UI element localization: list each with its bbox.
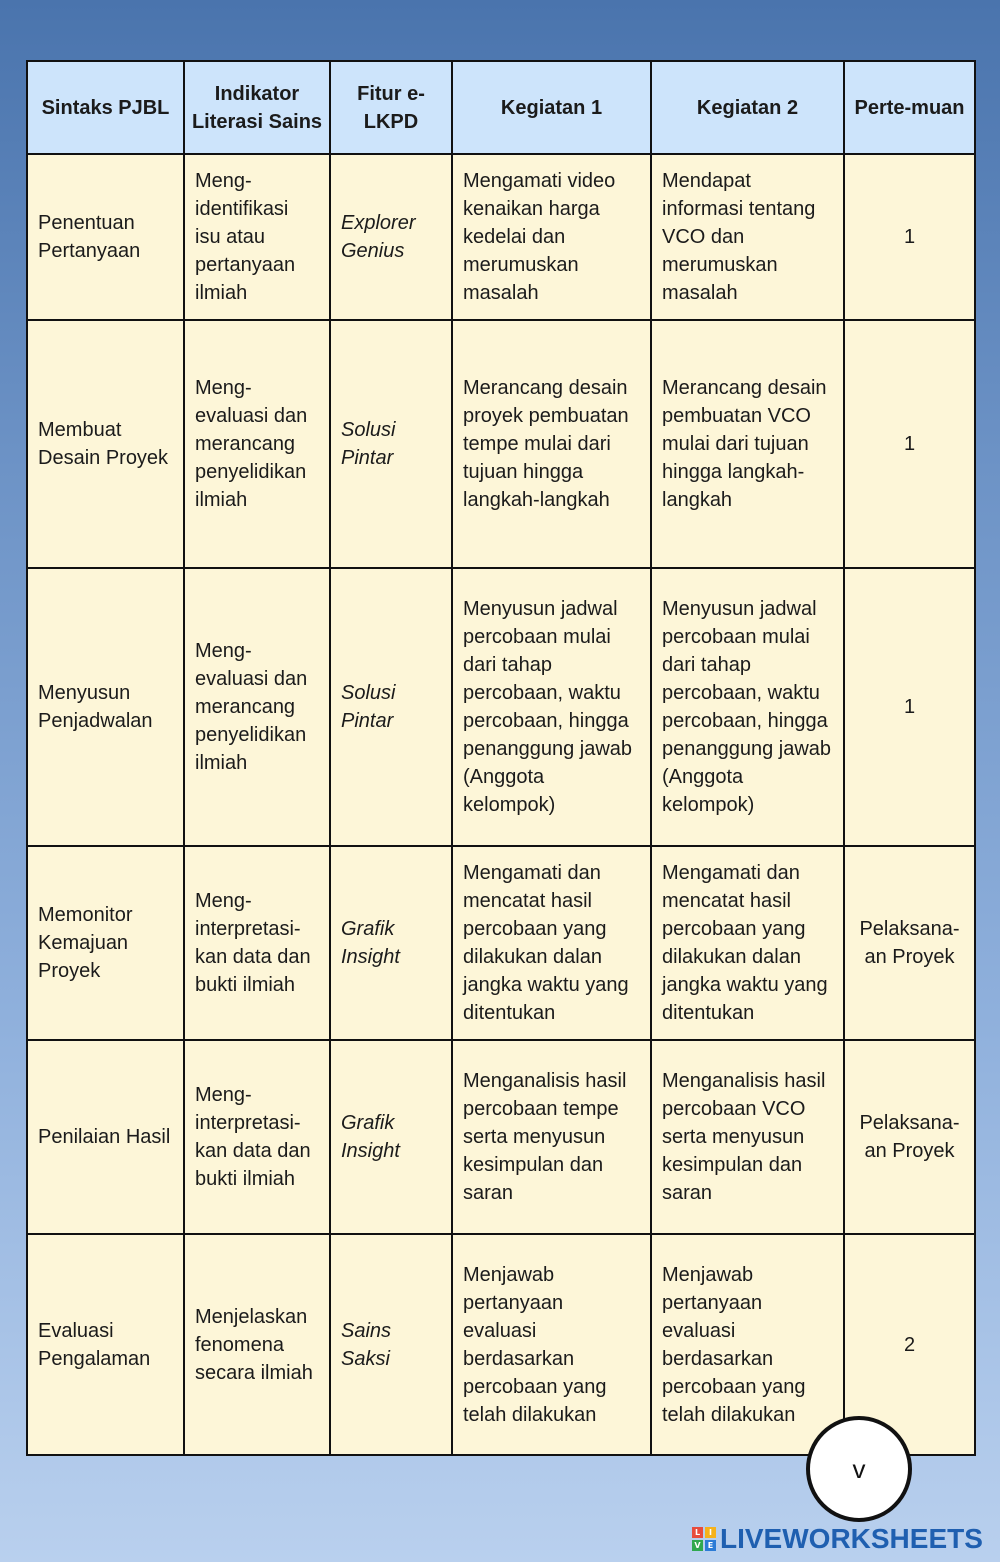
cell-kegiatan-2: Mengamati dan mencatat hasil percobaan yang dilakukan dalan jangka waktu yang ditentukan (651, 846, 844, 1040)
cell-indikator: Meng-interpretasi-kan data dan bukti ilmiah (184, 846, 330, 1040)
header-pertemuan: Perte-muan (844, 61, 975, 154)
cell-kegiatan-2: Merancang desain pembuatan VCO mulai dari tujuan hingga langkah-langkah (651, 320, 844, 568)
cell-sintaks: Penentuan Pertanyaan (27, 154, 184, 320)
table-row (27, 320, 975, 568)
cell-sintaks: Membuat Desain Proyek (27, 320, 184, 568)
header-kegiatan-2: Kegiatan 2 (651, 61, 844, 154)
cell-sintaks: Evaluasi Pengalaman (27, 1234, 184, 1455)
table-row (27, 154, 975, 320)
table-row (27, 846, 975, 1040)
cell-kegiatan-1: Menjawab pertanyaan evaluasi berdasarkan percobaan yang telah dilakukan (452, 1234, 651, 1455)
table-header-row (27, 61, 975, 154)
cell-kegiatan-1: Menyusun jadwal percobaan mulai dari tahap percobaan, waktu percobaan, hingga penanggung jawab (Anggota kelompok) (452, 568, 651, 846)
table-row (27, 1040, 975, 1234)
cell-kegiatan-1: Merancang desain proyek pembuatan tempe mulai dari tujuan hingga langkah-langkah (452, 320, 651, 568)
cell-fitur: Grafik Insight (330, 1040, 452, 1234)
cell-indikator: Meng-identifikasi isu atau pertanyaan ilmiah (184, 154, 330, 320)
cell-pertemuan: 1 (844, 154, 975, 320)
cell-fitur: Sains Saksi (330, 1234, 452, 1455)
cell-pertemuan: 1 (844, 568, 975, 846)
liveworksheets-logo[interactable] (692, 1522, 983, 1556)
cell-pertemuan: 2 (844, 1234, 975, 1455)
header-fitur: Fitur e-LKPD (330, 61, 452, 154)
cell-pertemuan: Pelaksana-an Proyek (844, 1040, 975, 1234)
table-row (27, 568, 975, 846)
cell-sintaks: Memonitor Kemajuan Proyek (27, 846, 184, 1040)
cell-sintaks: Menyusun Penjadwalan (27, 568, 184, 846)
cell-sintaks: Penilaian Hasil (27, 1040, 184, 1234)
cell-pertemuan: Pelaksana-an Proyek (844, 846, 975, 1040)
cell-indikator: Meng-evaluasi dan merancang penyelidikan ilmiah (184, 320, 330, 568)
worksheet-table-container (26, 60, 974, 1456)
pjbl-table (26, 60, 976, 1456)
cell-kegiatan-1: Menganalisis hasil percobaan tempe serta menyusun kesimpulan dan saran (452, 1040, 651, 1234)
cell-kegiatan-2: Menyusun jadwal percobaan mulai dari tahap percobaan, waktu percobaan, hingga penanggung jawab (Anggota kelompok) (651, 568, 844, 846)
liveworksheets-icon: L I V E (692, 1527, 716, 1551)
cell-indikator: Meng-evaluasi dan merancang penyelidikan ilmiah (184, 568, 330, 846)
header-kegiatan-1: Kegiatan 1 (452, 61, 651, 154)
cell-pertemuan: 1 (844, 320, 975, 568)
header-indikator: Indikator Literasi Sains (184, 61, 330, 154)
cell-fitur: Solusi Pintar (330, 320, 452, 568)
cell-indikator: Menjelaskan fenomena secara ilmiah (184, 1234, 330, 1455)
liveworksheets-text: LIVEWORKSHEETS (720, 1523, 983, 1554)
check-answers-button[interactable]: v (806, 1416, 912, 1522)
header-sintaks: Sintaks PJBL (27, 61, 184, 154)
cell-fitur: Grafik Insight (330, 846, 452, 1040)
cell-indikator: Meng-interpretasi-kan data dan bukti ilmiah (184, 1040, 330, 1234)
cell-fitur: Explorer Genius (330, 154, 452, 320)
cell-kegiatan-2: Mendapat informasi tentang VCO dan merumuskan masalah (651, 154, 844, 320)
cell-kegiatan-1: Mengamati dan mencatat hasil percobaan yang dilakukan dalan jangka waktu yang ditentukan (452, 846, 651, 1040)
cell-kegiatan-2: Menjawab pertanyaan evaluasi berdasarkan percobaan yang telah dilakukan (651, 1234, 844, 1455)
cell-kegiatan-2: Menganalisis hasil percobaan VCO serta menyusun kesimpulan dan saran (651, 1040, 844, 1234)
cell-fitur: Solusi Pintar (330, 568, 452, 846)
cell-kegiatan-1: Mengamati video kenaikan harga kedelai dan merumuskan masalah (452, 154, 651, 320)
